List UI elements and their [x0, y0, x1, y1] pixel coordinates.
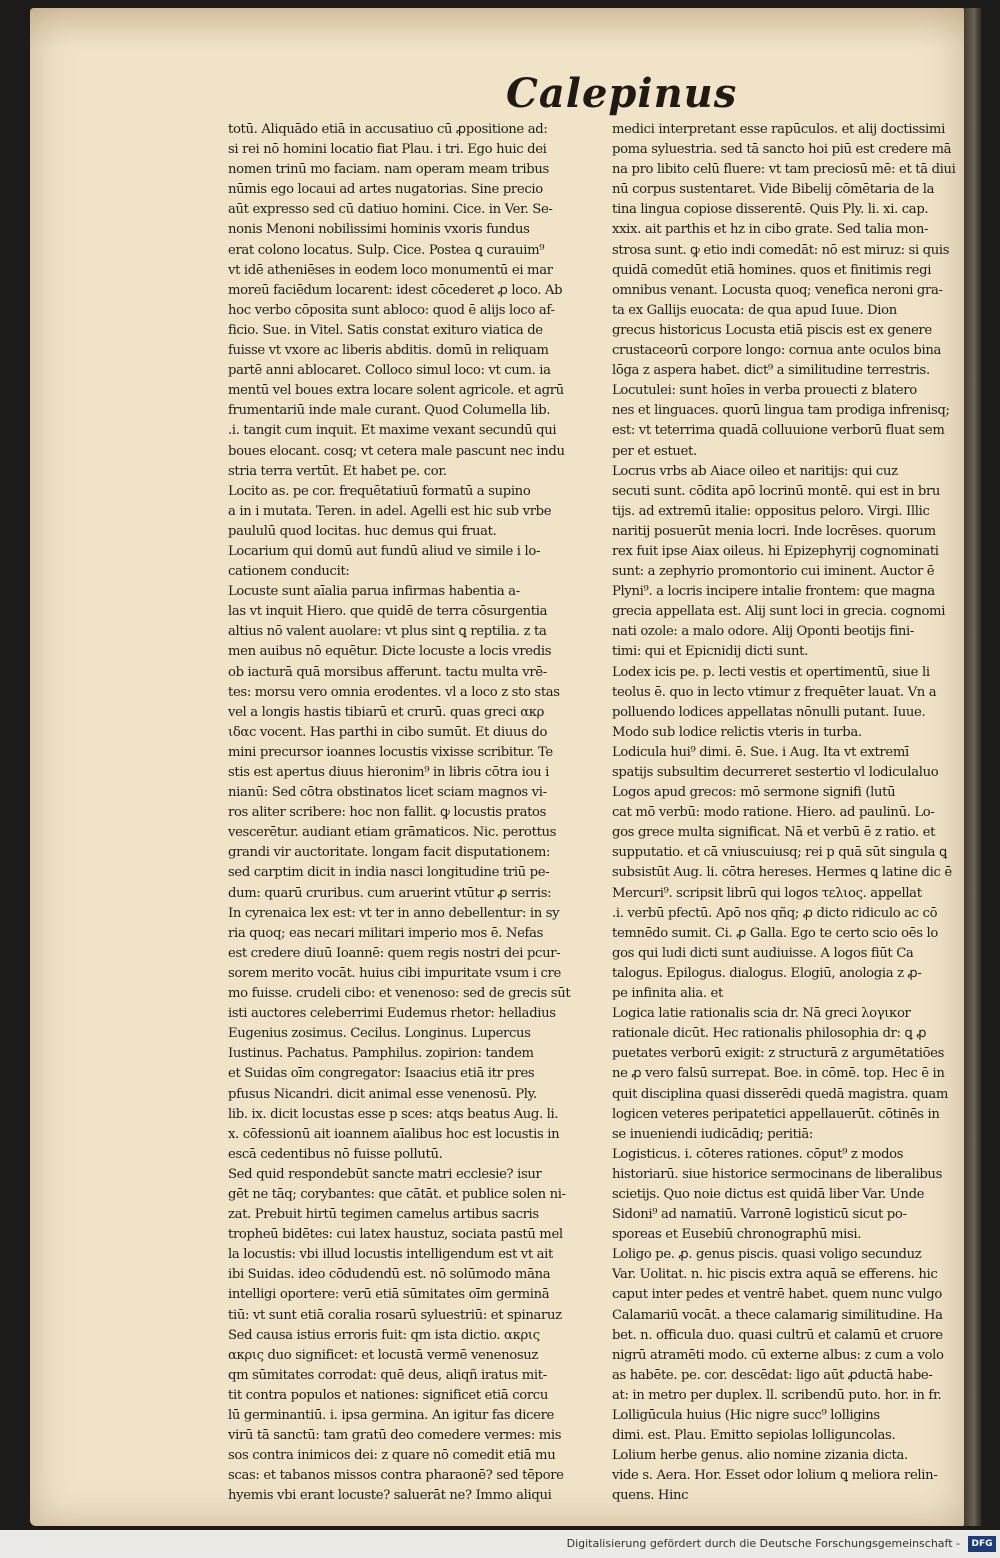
text-line: nū corpus sustentaret. Vide Bibelij cōmētaria de la	[612, 182, 935, 198]
text-line: paululū quod locitas. huc demus qui fruat.	[228, 523, 497, 539]
text-line: quens. Hinc	[612, 1488, 689, 1504]
text-line: dimi. est. Plau. Emitto sepiolas lolliguncolas.	[612, 1428, 896, 1444]
text-line: ria quoq; eas necari militari imperio mos ē. Nefas	[228, 925, 544, 941]
text-line: Logica latie rationalis scia dr. Nā greci λογικοr	[612, 1006, 911, 1022]
text-line: frumentariū inde male curant. Quod Columella lib.	[228, 403, 551, 419]
text-line: est credere diuū Ioannē: quem regis nostri dei pcur-	[228, 945, 561, 961]
text-line: pfusus Nicandri. dicit animal esse venenosū. Ply.	[228, 1086, 537, 1102]
text-line: sos contra inimicos dei: z quare nō comedit etiā mu	[228, 1448, 556, 1464]
text-line: xxix. ait parthis et hz in cibo grate. Sed talia mon-	[612, 222, 929, 238]
text-line: nūmis ego locaui ad artes nugatorias. Sine precio	[228, 182, 543, 198]
text-line: hyemis vbi erant locuste? saluerāt ne? Immo aliqui	[228, 1488, 552, 1504]
text-line: Lodicula hui⁹ dimi. ē. Sue. i Aug. Ita vt extremī	[612, 744, 909, 760]
text-line: erat colono locatus. Sulp. Cice. Postea ꝗ curauim⁹	[228, 242, 545, 258]
text-line: qm sūmitates corrodat: quē deus, aliqñ iratus mit-	[228, 1367, 547, 1383]
text-line: stria terra vertūt. Et habet pe. cor.	[228, 463, 447, 479]
text-line: cat mō verbū: modo ratione. Hiero. ad paulinū. Lo-	[612, 805, 935, 821]
text-line: las vt inquit Hiero. que quidē de terra cōsurgentia	[228, 604, 548, 620]
text-line: escā cedentibus nō fuisse pollutū.	[228, 1146, 443, 1162]
text-line: Calamariū vocāt. a thece calamarig similitudine. Ha	[612, 1307, 943, 1323]
text-line: tina lingua copiose disserentē. Quis Ply. li. xi. cap.	[612, 202, 929, 218]
text-line: sed carptim dicit in india nasci longitudine triū pe-	[228, 865, 550, 881]
text-line: spatijs subsultim decurreret sestertio vl lodiculaluo	[612, 765, 939, 780]
text-line: medici interpretant esse rapūculos. et alij doctissimi	[612, 122, 945, 137]
text-line: vide s. Aera. Hor. Esset odor lolium ꝗ meliora relin-	[612, 1468, 938, 1484]
text-line: virū tā sanctū: tam gratū deo comedere vermes: mis	[228, 1428, 562, 1444]
text-line: puetates verborū exigit: z structurā z argumētatiōes	[612, 1046, 945, 1062]
text-line: intelligi oportere: verū etiā sūmitates oīm germinā	[228, 1287, 550, 1303]
right-text-column	[612, 120, 972, 1504]
text-line: per et estuet.	[612, 443, 697, 459]
text-line: Iustinus. Pachatus. Pamphilus. zopirion: tandem	[228, 1046, 534, 1062]
text-line: et Suidas oīm congregator: Isaacius etiā itr pres	[228, 1066, 535, 1082]
text-line: mo fuisse. crudeli cibo: et venenoso: sed de grecis sūt	[228, 986, 571, 1002]
text-line: zat. Prebuit hirtū tegimen camelus artibus sacris	[228, 1207, 539, 1223]
text-line: quidā comedūt etiā homines. quos et finitimis regi	[612, 262, 932, 278]
text-line: teolus ē. quo in lecto vtimur z frequēter lauat. Vn a	[612, 684, 937, 700]
text-line: sporeas et Eusebiū chronographū misi.	[612, 1227, 862, 1243]
text-line: nes et linguaces. quorū lingua tam prodiga infrenisq;	[612, 403, 950, 419]
text-line: tit contra populos et nationes: significet etiā corcu	[228, 1387, 548, 1403]
text-line: nianū: Sed cōtra obstinatos licet sciam magnos vi-	[228, 785, 547, 801]
text-line: Locito as. pe cor. frequētatiuū formatū a supino	[228, 483, 531, 499]
text-line: isti auctores celeberrimi Eudemus rhetor: helladius	[228, 1006, 556, 1022]
text-line: ob iacturā quā morsibus afferunt. tactu multa vrē-	[228, 664, 547, 680]
text-line: nati ozole: a malo odore. Alij Oponti beotijs fini-	[612, 624, 914, 640]
text-line: temnēdo sumit. Ci. ꝓ Galla. Ego te certo scio oēs lo	[612, 925, 938, 941]
text-line: Locutulei: sunt hoīes in verba prouecti z blatero	[612, 383, 917, 399]
text-line: Eugenius zosimus. Cecilus. Longinus. Lupercus	[228, 1026, 531, 1042]
text-line: polluendo lodices appellatas nōnulli putant. Iuue.	[612, 704, 926, 720]
text-line: ros aliter scribere: hoc non fallit. ꝙ locustis pratos	[228, 805, 547, 821]
text-line: hoc verbo cōposita sunt abloco: quod ē alijs loco af-	[228, 302, 555, 318]
text-line: partē anni ablocaret. Colloco simul loco: vt cum. ia	[228, 363, 551, 379]
text-line: naritij posuerūt menia locri. Inde locrēses. quorum	[612, 523, 936, 539]
text-line: est: vt teterrima quadā colluuione verborū fluat sem	[612, 423, 945, 439]
text-line: lib. ix. dicit locustas esse p sces: atqs beatus Aug. li.	[228, 1106, 559, 1122]
text-line: stis est apertus diuus hieronim⁹ in libris cōtra iou i	[228, 765, 549, 780]
text-line: Locarium qui domū aut fundū aliud ve simile i lo-	[228, 543, 541, 559]
text-line: Mercuri⁹. scripsit librū qui logos τελιος. appellat	[612, 885, 922, 901]
text-line: Logos apud grecos: mō sermone signifi (lutū	[612, 785, 896, 801]
text-line: altius nō valent auolare: vt plus sint ꝗ reptilia. z ta	[228, 624, 547, 640]
text-line: nonis Menoni nobilissimi hominis vxoris fundus	[228, 222, 530, 238]
text-line: moreū faciēdum locarent: idest cōcederet ꝓ loco. Ab	[228, 282, 563, 298]
text-line: .i. verbū pfectū. Apō nos qñq; ꝓ dicto ridiculo ac cō	[612, 905, 938, 921]
text-line: caput inter pedes et ventrē habet. quem nunc vulgo	[612, 1287, 942, 1303]
text-line: at: in metro per duplex. ll. scribendū puto. hor. in fr.	[612, 1387, 942, 1403]
text-line: subsistūt Aug. li. cōtra hereses. Hermes ꝗ latine dic ē	[612, 865, 952, 881]
text-line: ibi Suidas. ideo cōdudendū est. nō solūmodo māna	[228, 1267, 551, 1283]
text-line: tijs. ad extremū italie: oppositus peloro. Virgi. Illic	[612, 503, 930, 519]
text-line: ne ꝓ vero falsū surrepat. Boe. in cōmē. top. Hec ē in	[612, 1066, 945, 1082]
text-line: logicen veteres peripatetici appellauerūt. cōtinēs in	[612, 1106, 940, 1122]
text-line: Lolligūcula huius (Hic nigre succ⁹ lolligins	[612, 1408, 880, 1423]
text-line: x. cōfessionū ait ioannem aīalibus hoc est locustis in	[228, 1126, 560, 1142]
text-line: totū. Aliquādo etiā in accusatiuo cū ꝓpositione ad:	[228, 122, 548, 137]
text-line: ιδαc vocent. Has parthi in cibo sumūt. Et diuus do	[228, 724, 548, 740]
text-line: gēt ne tāq; corybantes: que cātāt. et publice solen ni-	[228, 1186, 566, 1202]
text-line: Var. Uolitat. n. hic piscis extra aquā se efferens. hic	[612, 1267, 938, 1283]
text-line: supputatio. et cā vniuscuiusq; rei p quā sūt singula ꝗ	[612, 845, 948, 861]
text-line: fuisse vt vxore ac liberis abditis. domū in reliquam	[228, 343, 549, 359]
text-line: tropheū bidētes: cui latex haustuz, sociata pastū mel	[228, 1227, 563, 1243]
text-line: poma syluestria. sed tā sancto hoi piū est credere mā	[612, 142, 952, 158]
text-line: talogus. Epilogus. dialogus. Elogiū, anologia z ꝓ-	[612, 965, 922, 981]
text-line: grecus historicus Locusta etiā piscis est ex genere	[612, 322, 932, 338]
text-line: bet. n. officula duo. quasi cultrū et calamū et cruore	[612, 1327, 943, 1343]
text-line: mentū vel boues extra locare solent agricole. et agrū	[228, 383, 564, 399]
text-line: pe infinita alia. et	[612, 986, 723, 1002]
text-line: mini precursor ioannes locustis vixisse scribitur. Te	[228, 744, 553, 760]
text-line: vescerētur. audiant etiam grāmaticos. Nic. perottus	[228, 825, 557, 841]
text-line: grecia appellata est. Alij sunt loci in grecia. cognomi	[612, 604, 946, 620]
text-line: rex fuit ipse Aiax oileus. hi Epizephyrij cognominati	[612, 543, 939, 559]
text-line: tiū: vt sunt etiā coralia rosarū syluestriū: et spinaruz	[228, 1307, 562, 1323]
text-line: grandi vir auctoritate. longam facit disputationem:	[228, 845, 551, 861]
footer-credit: Digitalisierung gefördert durch die Deutsche Forschungsgemeinschaft -	[566, 1537, 960, 1550]
text-line: .i. tangit cum inquit. Et maxime vexant secundū qui	[228, 423, 557, 439]
text-line: Lodex icis pe. p. lecti vestis et opertimentū, siue li	[612, 664, 930, 680]
text-line: a in i mutata. Teren. in adel. Agelli est hic sub vrbe	[228, 503, 552, 519]
text-line: gos qui ludi dicti sunt audiuisse. A logos fiūt Ca	[612, 945, 914, 961]
text-line: timi: qui et Epicnidij dicti sunt.	[612, 644, 808, 660]
text-line: lū germinantiū. i. ipsa germina. An igitur fas dicere	[228, 1408, 554, 1423]
text-line: dum: quarū cruribus. cum aruerint vtūtur ꝓ serris:	[228, 885, 552, 901]
text-line: Lolium herbe genus. alio nomine zizania dicta.	[612, 1448, 908, 1464]
text-line: ficio. Sue. in Vitel. Satis constat exituro viatica de	[228, 322, 543, 338]
text-line: historiarū. siue historice sermocinans de liberalibus	[612, 1166, 942, 1182]
text-line: cationem conducit:	[228, 564, 350, 580]
text-line: Loligo pe. ꝓ. genus piscis. quasi voligo secunduz	[612, 1247, 922, 1263]
text-line: Modo sub lodice relictis vteris in turba.	[612, 724, 862, 740]
digitization-footer	[0, 1530, 1000, 1558]
text-line: In cyrenaica lex est: vt ter in anno debellentur: in sy	[228, 905, 560, 921]
dfg-logo: DFG	[968, 1536, 996, 1552]
text-line: quit disciplina quasi disserēdi quedā magistra. quam	[612, 1086, 949, 1102]
text-line: vel a longis hastis tibiarū et crurū. quas greci ακρ	[228, 704, 545, 720]
text-line: Sed causa istius erroris fuit: qm ista dictio. ακρις	[228, 1327, 540, 1343]
running-head: Calepinus	[506, 70, 738, 117]
text-line: Sed quid respondebūt sancte matri ecclesie? isur	[228, 1166, 542, 1182]
text-line: Plyni⁹. a locris incipere intalie frontem: que magna	[612, 584, 935, 600]
text-line: aūt expresso sed cū datiuo homini. Cice. in Ver. Se-	[228, 202, 553, 218]
text-line: na pro libito celū fluere: vt tam preciosū mē: et tā diui	[612, 162, 956, 178]
text-line: la locustis: vbi illud locustis intelligendum est vt ait	[228, 1247, 553, 1263]
text-line: scas: et tabanos missos contra pharaonē? sed tēpore	[228, 1468, 564, 1484]
text-line: men auibus nō equētur. Dicte locuste a locis vredis	[228, 644, 552, 660]
text-line: se inueniendi iudicādiq; peritiā:	[612, 1126, 814, 1142]
text-line: strosa sunt. ꝙ etio indi comedāt: nō est miruz: si quis	[612, 242, 950, 258]
text-line: sorem merito vocāt. huius cibi impuritate vsum i cre	[228, 965, 561, 981]
text-line: Logisticus. i. cōteres rationes. cōput⁹ z modos	[612, 1146, 904, 1162]
text-line: Locuste sunt aīalia parua infirmas habentia a-	[228, 584, 520, 600]
left-text-column	[228, 120, 608, 1504]
text-line: sunt: a zephyrio promontorio cui iminent. Auctor ē	[612, 564, 935, 580]
text-line: ta ex Gallijs euocata: de qua apud Iuue. Dion	[612, 302, 897, 318]
text-line: lōga z aspera habet. dict⁹ a similitudine terrestris.	[612, 363, 930, 379]
text-line: tes: morsu vero omnia erodentes. vl a loco z sto stas	[228, 684, 560, 700]
text-line: vt idē atheniēses in eodem loco monumentū ei mar	[228, 262, 553, 278]
text-line: as habēte. pe. cor. descēdat: ligo aūt ꝓductā habe-	[612, 1367, 933, 1383]
text-line: crustaceorū corpore longo: cornua ante oculos bina	[612, 343, 941, 359]
text-line: secuti sunt. cōdita apō locrinū montē. qui est in bru	[612, 483, 941, 499]
text-line: nomen trinū mo faciam. nam operam meam tribus	[228, 162, 549, 178]
text-line: ακρις duo significet: et locustā vermē venenosuz	[228, 1347, 538, 1363]
text-line: Sidoni⁹ ad namatiū. Varronē logisticū sicut po-	[612, 1207, 907, 1223]
text-line: si rei nō homini locatio fiat Plau. i tri. Ego huic dei	[228, 142, 547, 158]
text-line: Locrus vrbs ab Aiace oileo et naritijs: qui cuz	[612, 463, 898, 479]
text-line: nigrū atramēti modo. cū externe albus: z cum a volo	[612, 1347, 944, 1363]
text-line: gos grece multa significat. Nā et verbū ē z ratio. et	[612, 825, 936, 841]
text-line: scietijs. Quo noie dictus est quidā liber Var. Unde	[612, 1186, 925, 1202]
text-line: omnibus venant. Locusta quoq; venefica neroni gra-	[612, 282, 943, 298]
text-line: rationale dicūt. Hec rationalis philosophia dr: ꝗ ꝓ	[612, 1026, 927, 1042]
text-line: boues elocant. cosq; vt cetera male pascunt nec indu	[228, 443, 565, 459]
